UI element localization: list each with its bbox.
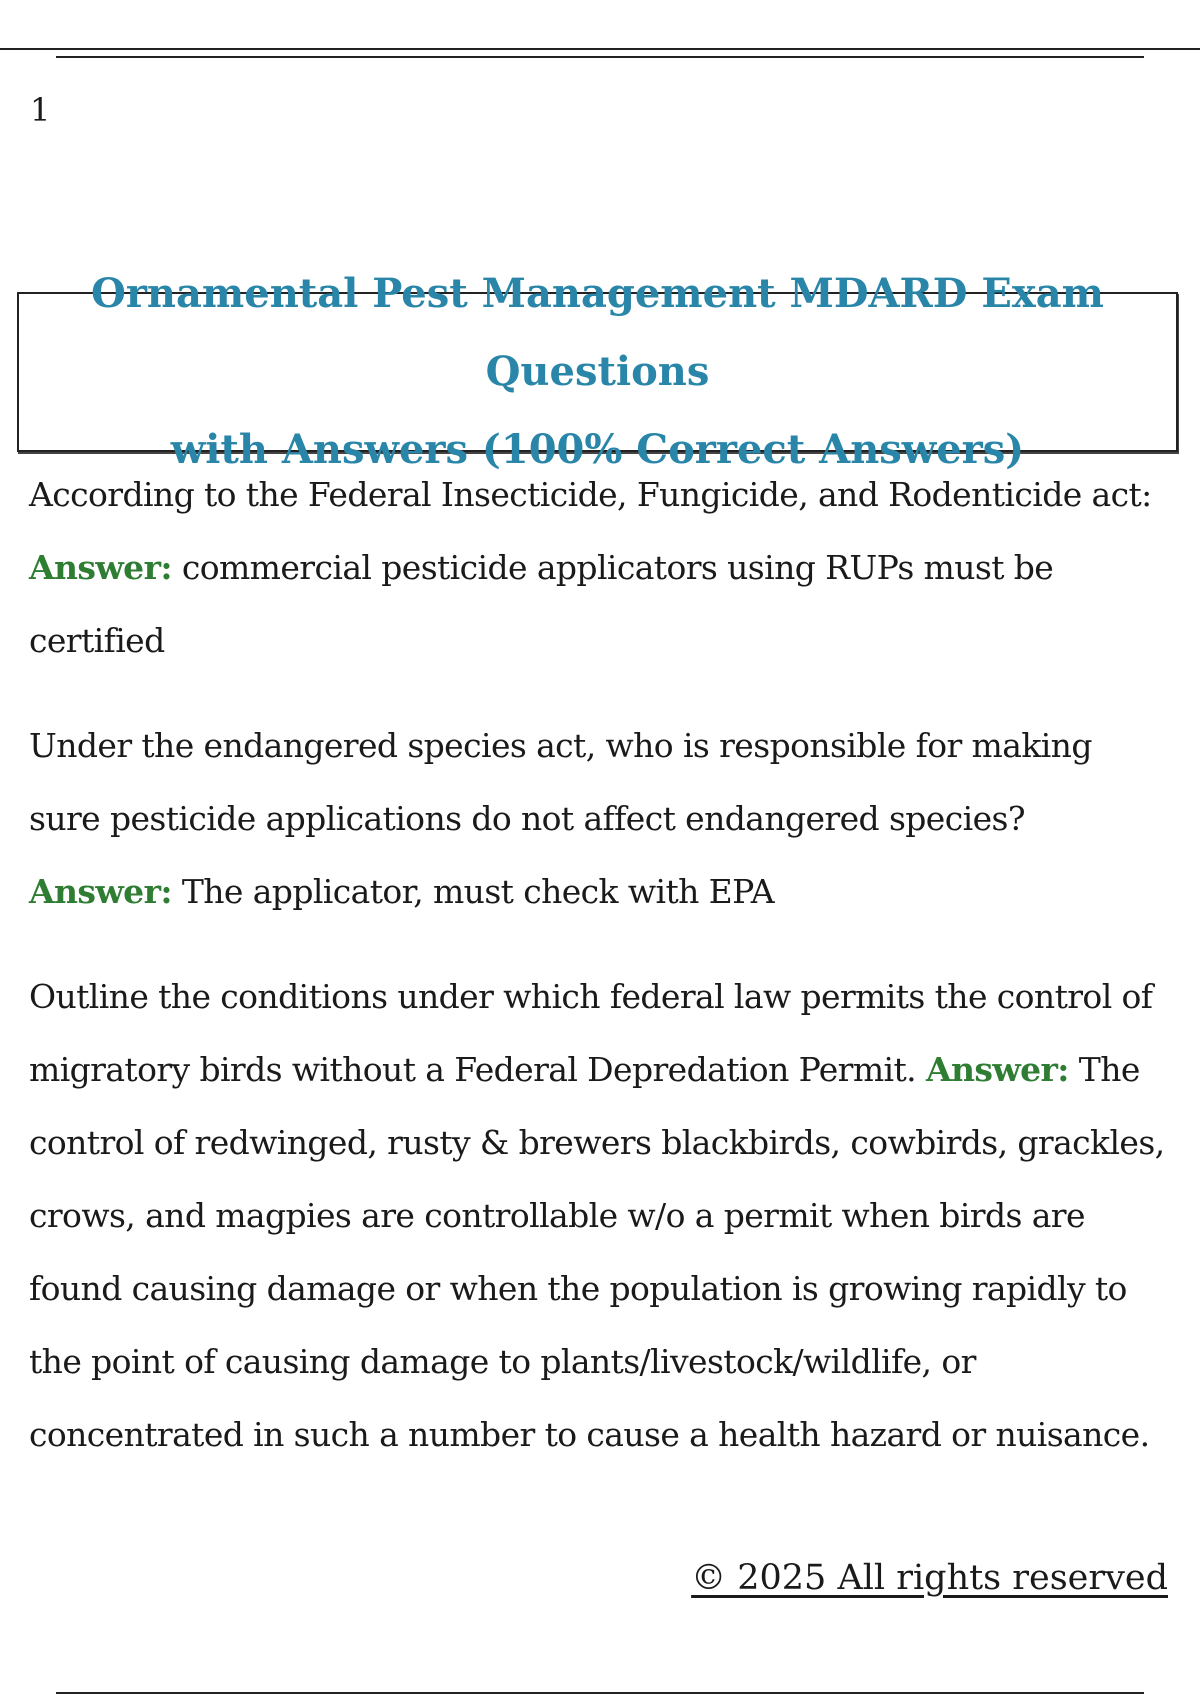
document-title-line-1: Ornamental Pest Management MDARD Exam Questions [91,270,1104,395]
qa-item-3 [29,960,1169,1471]
page-number: 1 [30,91,51,129]
answer-label: Answer: [925,1050,1069,1089]
header-rule-outer [0,48,1200,50]
answer-text: The applicator, must check with EPA [181,872,774,911]
qa-item-1 [29,458,1169,677]
title-box [17,270,1178,473]
header-rule-inner [56,56,1144,58]
answer-label: Answer: [29,872,172,911]
qa-item-2 [29,709,1169,928]
qa-list [29,458,1169,1503]
answer-label: Answer: [29,548,172,587]
footer-rule [56,1692,1144,1694]
question-text: According to the Federal Insecticide, Fungicide, and Rodenticide act: [29,475,1152,514]
question-text: Under the endangered species act, who is responsible for making sure pesticide applications do not affect endangered species? [29,726,1092,838]
question-text: Outline the conditions under which federal law permits the control of migratory birds without a Federal Depredation Permit. [29,977,1153,1089]
document-title [19,255,1176,489]
answer-text: commercial pesticide applicators using RUPs must be certified [29,548,1054,660]
answer-text: The control of redwinged, rusty & brewers blackbirds, cowbirds, grackles, crows, and magpies are controllable w/o a permit when birds are found causing damage or when the population is growing rapidly to the point of causing damage to plants/livestock/wildlife, or concentrated in such a number to cause a health hazard or nuisance. [29,1050,1165,1454]
document-title-line-2: with Answers (100% Correct Answers) [170,426,1025,473]
copyright-notice: © 2025 All rights reserved [691,1558,1168,1598]
